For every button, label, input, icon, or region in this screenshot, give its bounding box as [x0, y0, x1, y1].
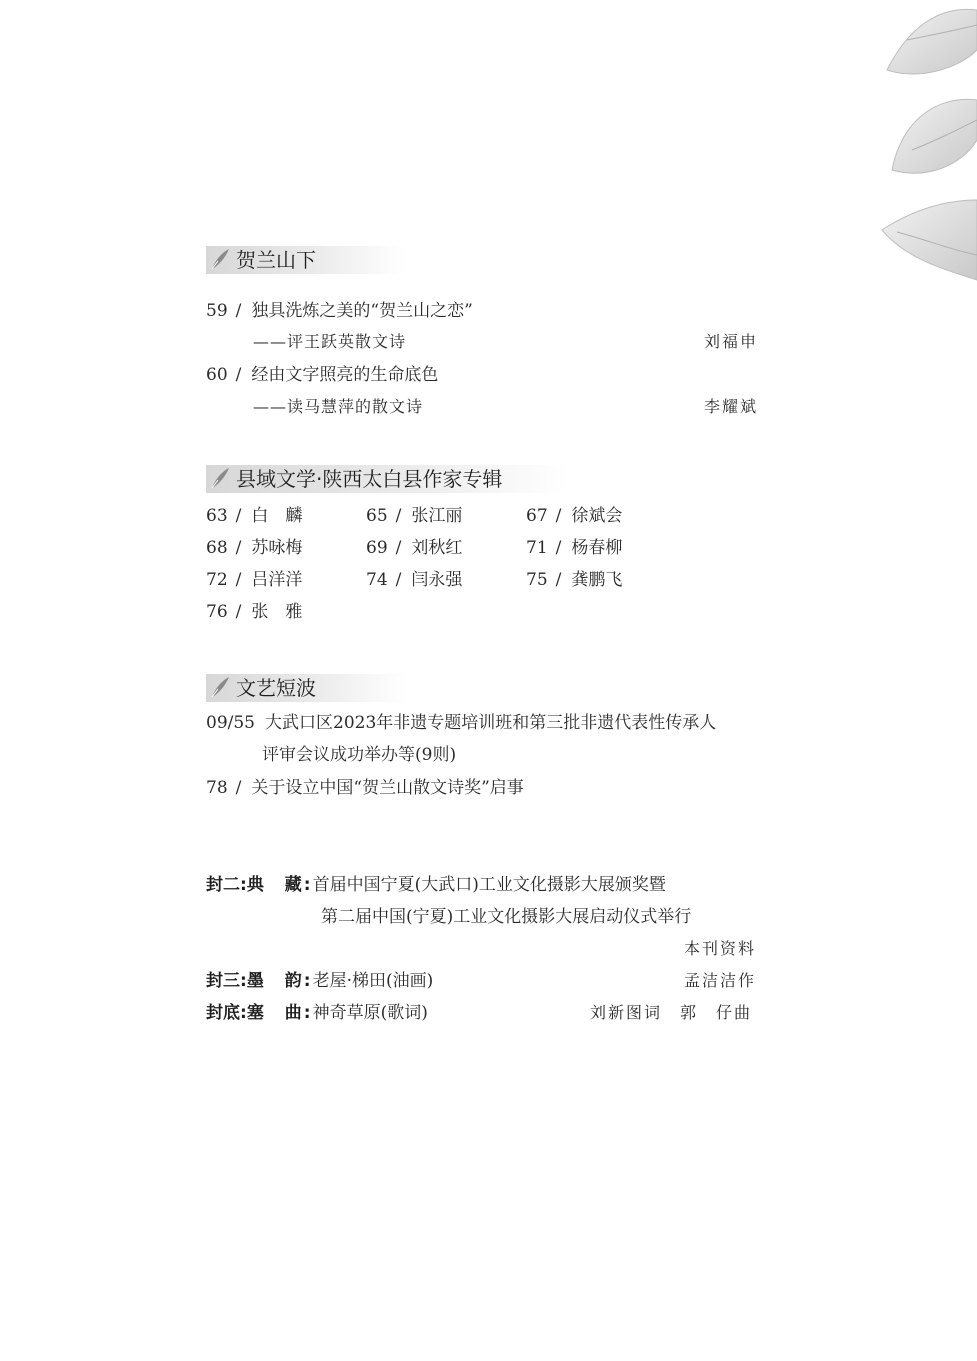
cover-item-inside-back [206, 970, 433, 992]
separator: / [235, 570, 242, 590]
author-cell [206, 569, 302, 591]
cover-label: 封三: [206, 971, 247, 991]
author-name: 徐斌会 [571, 506, 623, 526]
cover-text: 首届中国宁夏(大武口)工业文化摄影大展颁奖暨 [312, 875, 666, 895]
page-number: 67 [526, 506, 548, 526]
section-header-arts-news [206, 674, 406, 702]
page-number: 78 [206, 778, 228, 798]
separator: / [395, 570, 402, 590]
entry-title-continued: 评审会议成功举办等(9则) [262, 745, 457, 765]
cover-text: 老屋·梯田(油画) [312, 971, 434, 991]
author-name: 龚鹏飞 [571, 570, 623, 590]
separator: / [235, 506, 242, 526]
author-name: 刘秋红 [411, 538, 463, 558]
section-header-county-literature [206, 465, 566, 493]
toc-entry [206, 300, 473, 322]
author-cell [526, 569, 622, 591]
author-cell [526, 537, 622, 559]
separator: / [555, 570, 562, 590]
author-name: 张江丽 [411, 506, 463, 526]
separator: / [235, 538, 242, 558]
section-header-helanshan [206, 246, 406, 274]
author-cell [206, 505, 302, 527]
page-number: 60 [206, 365, 228, 385]
page-number: 63 [206, 506, 228, 526]
entry-title: 关于设立中国“贺兰山散文诗奖”启事 [251, 778, 524, 798]
author-cell [526, 505, 622, 527]
page-number: 69 [366, 538, 388, 558]
page-number: 72 [206, 570, 228, 590]
author-name: 杨春柳 [571, 538, 623, 558]
entry-subtitle: ——读马慧萍的散文诗 [253, 397, 424, 416]
cover-text-continued: 第二届中国(宁夏)工业文化摄影大展启动仪式举行 [321, 907, 692, 927]
page-number: 09/55 [206, 713, 255, 733]
quill-pen-icon [209, 675, 231, 699]
entry-author: 李耀斌 [704, 397, 759, 416]
cover-category: 典 藏: [246, 875, 313, 895]
cover-text: 神奇草原(歌词) [312, 1003, 428, 1023]
entry-title: 经由文字照亮的生命底色 [251, 365, 439, 385]
toc-entry [206, 777, 524, 799]
cover-category: 墨 韵: [246, 971, 313, 991]
section-title: 文艺短波 [236, 676, 316, 700]
quill-pen-icon [209, 466, 231, 490]
page-number: 74 [366, 570, 388, 590]
cover-item-inside-front [206, 874, 666, 896]
separator: / [555, 506, 562, 526]
toc-entry [206, 712, 716, 734]
author-cell [206, 601, 302, 623]
author-cell [366, 505, 462, 527]
author-name: 吕洋洋 [251, 570, 303, 590]
cover-label: 封二: [206, 875, 247, 895]
entry-title: 独具洗炼之美的“贺兰山之恋” [251, 301, 473, 321]
entry-subtitle: ——评王跃英散文诗 [253, 332, 407, 351]
author-name: 苏咏梅 [251, 538, 303, 558]
cover-category: 塞 曲: [246, 1003, 313, 1023]
leaf-decoration-icon [877, 0, 977, 300]
page-number: 71 [526, 538, 548, 558]
author-cell [366, 569, 462, 591]
page-number: 75 [526, 570, 548, 590]
section-title: 县域文学·陕西太白县作家专辑 [236, 467, 503, 491]
author-cell [206, 537, 302, 559]
author-name: 张 雅 [251, 602, 303, 622]
toc-entry [206, 364, 438, 386]
separator: / [235, 778, 242, 798]
cover-credit: 刘新图词 郭 仔曲 [590, 1003, 753, 1022]
page-number: 59 [206, 301, 228, 321]
entry-title: 大武口区2023年非遗专题培训班和第三批非遗代表性传承人 [265, 713, 717, 733]
separator: / [235, 365, 242, 385]
page-number: 65 [366, 506, 388, 526]
separator: / [235, 301, 242, 321]
author-name: 白 麟 [251, 506, 303, 526]
quill-pen-icon [209, 247, 231, 271]
separator: / [235, 602, 242, 622]
author-cell [366, 537, 462, 559]
entry-author: 刘福申 [704, 332, 759, 351]
cover-label: 封底: [206, 1003, 247, 1023]
separator: / [555, 538, 562, 558]
separator: / [395, 538, 402, 558]
separator: / [395, 506, 402, 526]
cover-credit: 本刊资料 [684, 939, 757, 958]
cover-credit: 孟洁洁作 [684, 971, 757, 990]
section-title: 贺兰山下 [236, 248, 316, 272]
author-name: 闫永强 [411, 570, 463, 590]
page-number: 76 [206, 602, 228, 622]
cover-item-back [206, 1002, 428, 1024]
page-number: 68 [206, 538, 228, 558]
